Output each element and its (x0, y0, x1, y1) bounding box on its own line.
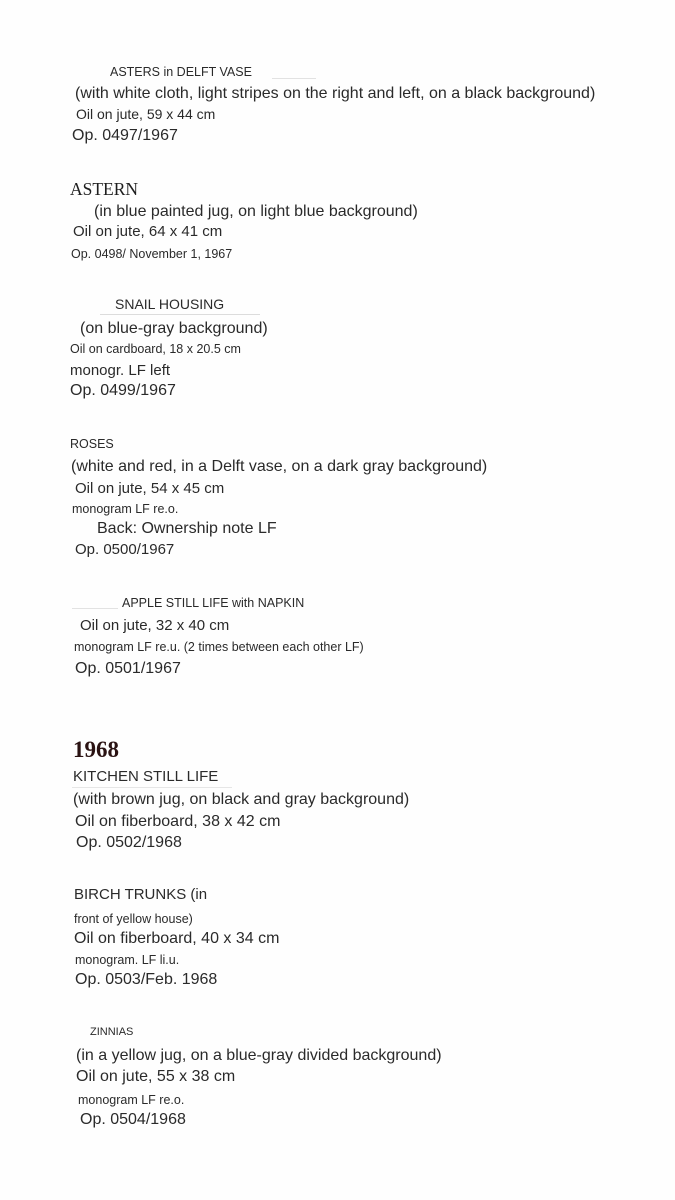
entry-signature: monogram LF re.o. (72, 502, 179, 516)
entry-opus: Op. 0497/1967 (72, 127, 178, 144)
entry-description: (in blue painted jug, on light blue background) (94, 203, 418, 220)
entry-medium: Oil on fiberboard, 38 x 42 cm (75, 813, 281, 830)
faint-underline (72, 787, 232, 788)
entry-opus: Op. 0500/1967 (75, 541, 175, 558)
entry-title: ASTERN (70, 179, 139, 199)
entry-title: ROSES (70, 437, 114, 451)
entry-description: (white and red, in a Delft vase, on a dark gray background) (71, 458, 488, 475)
faint-mark (272, 78, 316, 79)
entry-opus: Op. 0504/1968 (80, 1111, 186, 1128)
entry-description: (with white cloth, light stripes on the right and left, on a black background) (75, 85, 596, 102)
entry-medium: Oil on jute, 32 x 40 cm (80, 617, 230, 634)
entry-medium: Oil on fiberboard, 40 x 34 cm (74, 930, 280, 947)
faint-mark (72, 608, 118, 609)
entry-note: Back: Ownership note LF (97, 520, 277, 537)
entry-opus: Op. 0502/1968 (76, 834, 182, 851)
entry-medium: Oil on jute, 59 x 44 cm (76, 106, 216, 122)
entry-medium: Oil on jute, 64 x 41 cm (73, 223, 223, 240)
entry-title-continued: front of yellow house) (74, 912, 193, 926)
entry-title: APPLE STILL LIFE with NAPKIN (122, 596, 305, 610)
entry-opus: Op. 0501/1967 (75, 660, 181, 677)
entry-description: (in a yellow jug, on a blue-gray divided background) (76, 1047, 442, 1064)
entry-title: KITCHEN STILL LIFE (73, 768, 219, 785)
entry-opus: Op. 0498/ November 1, 1967 (71, 247, 233, 261)
entry-signature: monogr. LF left (70, 362, 171, 379)
entry-title: SNAIL HOUSING (115, 296, 225, 312)
faint-underline (100, 314, 260, 315)
entry-description: (with brown jug, on black and gray background) (73, 791, 410, 808)
year-heading: 1968 (73, 737, 119, 762)
entry-opus: Op. 0499/1967 (70, 382, 176, 399)
entry-medium: Oil on jute, 55 x 38 cm (76, 1068, 236, 1085)
entry-medium: Oil on jute, 54 x 45 cm (75, 480, 225, 497)
entry-opus: Op. 0503/Feb. 1968 (75, 971, 218, 988)
entry-medium: Oil on cardboard, 18 x 20.5 cm (70, 342, 241, 356)
entry-title: ZINNIAS (90, 1026, 134, 1038)
entry-description: (on blue-gray background) (80, 320, 268, 337)
entry-signature: monogram. LF li.u. (75, 953, 180, 967)
entry-title: ASTERS in DELFT VASE (110, 65, 252, 79)
entry-signature: monogram LF re.u. (2 times between each other LF) (74, 640, 364, 654)
entry-signature: monogram LF re.o. (78, 1093, 185, 1107)
entry-title: BIRCH TRUNKS (in (74, 886, 208, 903)
